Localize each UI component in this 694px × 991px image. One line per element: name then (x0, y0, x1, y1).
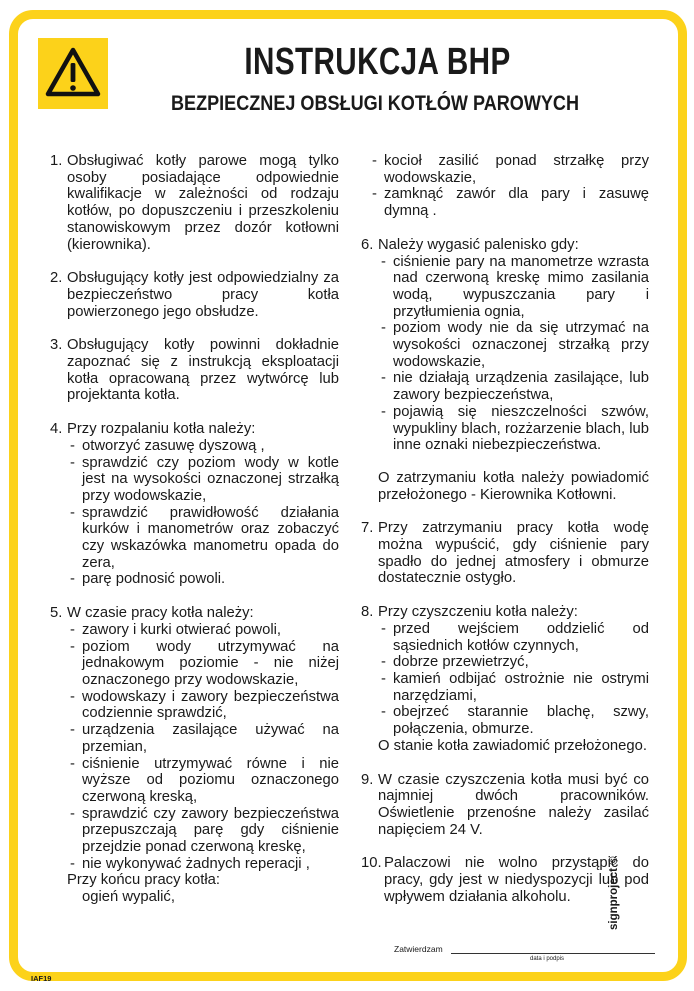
list-item: - wodowskazy i zawory bezpieczeństwa codziennie sprawdzić, (67, 689, 339, 722)
list-item: - pojawią się nieszczelności szwów, wypukliny blach, rozżarzenie blach, lub inne oznaki niebezpieczeństwa. (378, 404, 649, 454)
instruction-item-4 (50, 421, 339, 588)
item-note: O stanie kotła zawiadomić przełożonego. (378, 737, 647, 754)
list-item: - ciśnienie utrzymywać równe i nie wyższe od poziomu oznaczonego czerwoną kreską, (67, 756, 339, 806)
instruction-item-9 (361, 772, 649, 839)
list-item: - nie wykonywać żadnych reperacji , (67, 856, 339, 873)
item-text: Należy wygasić palenisko gdy: (378, 236, 579, 253)
left-column (50, 153, 339, 923)
sub-list (67, 622, 339, 873)
instruction-item-7 (361, 520, 649, 587)
instruction-item-3 (50, 337, 339, 404)
right-column (361, 153, 649, 922)
item-text: W czasie pracy kotła należy: (67, 605, 254, 622)
list-item: - sprawdzić czy zawory bezpieczeństwa przepuszczają parę gdy ciśnienie przejdzie ponad czerwoną kreskę, (67, 806, 339, 856)
item-text: Przy rozpalaniu kotła należy: (67, 421, 256, 438)
list-item: - kamień odbijać ostrożnie nie ostrymi narzędziami, (378, 671, 649, 704)
instruction-item-1 (50, 153, 339, 253)
instruction-item-10 (361, 855, 649, 905)
item-number: 10. (361, 855, 382, 872)
instruction-item-6 (361, 237, 649, 504)
list-item: - otworzyć zasuwę dyszową , (67, 438, 339, 455)
page-subtitle: BEZPIECZNEJ OBSŁUGI KOTŁÓW PAROWYCH (170, 92, 580, 115)
item-text: Przy zatrzymaniu pracy kotła wodę można wypuścić, gdy ciśnienie pary spadło do jednej atmosfery i obmurze dostatecznie ostygło. (378, 520, 649, 587)
instruction-item-5 (50, 605, 339, 906)
approve-label: Zatwierdzam (394, 944, 443, 954)
sub-list (378, 254, 649, 454)
item-text: Obsługujący kotły jest odpowiedzialny za bezpieczeństwo pracy kotła powierzonego jego obsłudze. (67, 270, 339, 320)
signature-line (451, 953, 655, 954)
list-item: - poziom wody utrzymywać na jednakowym poziomie - nie niżej oznaczonego przy wodowskazie, (67, 639, 339, 689)
list-item: - przed wejściem oddzielić od sąsiednich kotłów czynnych, (378, 621, 649, 654)
page-title: INSTRUKCJA BHP (244, 41, 511, 83)
sub-list (378, 621, 649, 738)
item-number: 1. (50, 153, 63, 169)
instruction-item-2 (50, 270, 339, 320)
item-number: 8. (361, 604, 374, 621)
item-number: 4. (50, 421, 63, 438)
list-item: - parę podnosić powoli. (67, 571, 339, 588)
list-item: - urządzenia zasilające używać na przemian, (67, 722, 339, 755)
list-item: - zamknąć zawór dla pary i zasuwę dymną . (369, 186, 649, 219)
item-number: 3. (50, 337, 63, 354)
list-item: - sprawdzić prawidłowość działania kurków i manometrów oraz zobaczyć czy wskazówka manometru opada do zera, (67, 505, 339, 572)
instruction-item-8 (361, 604, 649, 754)
sub-list (67, 438, 339, 588)
warning-badge (38, 38, 108, 109)
end-of-work-label: Przy końcu pracy kotła: (67, 872, 220, 889)
list-item: - poziom wody nie da się utrzymać na wysokości oznaczonej strzałką przy wodowskazie, (378, 320, 649, 370)
item-text: Obsługiwać kotły parowe mogą tylko osoby posiadające odpowiednie kwalifikacje w zależności od rodzaju kotłów, po dopuszczeniu i przeszkoleniu stanowiskowym przez dozór kotłowni (kierownika). (67, 153, 339, 253)
list-item: - obejrzeć starannie blachę, szwy, połączenia, obmurze. (378, 704, 649, 737)
item-number: 5. (50, 605, 63, 622)
list-item: - zawory i kurki otwierać powoli, (67, 622, 339, 639)
item-number: 6. (361, 236, 374, 253)
item-number: 9. (361, 771, 374, 788)
signature-caption: data i podpis (530, 956, 565, 962)
list-item: - dobrze przewietrzyć, (378, 654, 649, 671)
item-text: Palaczowi nie wolno przystąpić do pracy, gdy jest w niedyspozycji lub pod wpływem działania alkoholu. (384, 855, 649, 905)
end-of-work-text: ogień wypalić, (82, 889, 175, 906)
product-code: IAF19 (31, 974, 52, 983)
brand-mark: signproject © (608, 856, 620, 930)
item-number: 7. (361, 520, 374, 537)
item-note: O zatrzymaniu kotła należy powiadomić przełożonego - Kierownika Kotłowni. (378, 469, 649, 503)
item-text: W czasie czyszczenia kotła musi być co najmniej dwóch pracowników. Oświetlenie przenośne należy zasilać napięciem 24 V. (378, 771, 649, 838)
list-item: - kocioł zasilić ponad strzałkę przy wodowskazie, (369, 153, 649, 186)
list-item: - sprawdzić czy poziom wody w kotle jest na wysokości oznaczonej strzałką przy wodowskazie, (67, 455, 339, 505)
list-item: - ciśnienie pary na manometrze wzrasta nad czerwoną kreskę mimo zasilania wodą, wypuszczania pary i przytłumienia ognia, (378, 254, 649, 321)
item-number: 2. (50, 270, 63, 287)
item-text: Przy czyszczeniu kotła należy: (378, 604, 578, 621)
item-text: Obsługujący kotły powinni dokładnie zapoznać się z instrukcją eksploatacji kotła opracowaną przez wytwórcę lub projektanta kotła. (67, 337, 339, 404)
continued-list (361, 153, 649, 220)
list-item: - nie działają urządzenia zasilające, lub zawory bezpieczeństwa, (378, 370, 649, 403)
warning-triangle-icon (38, 38, 108, 109)
